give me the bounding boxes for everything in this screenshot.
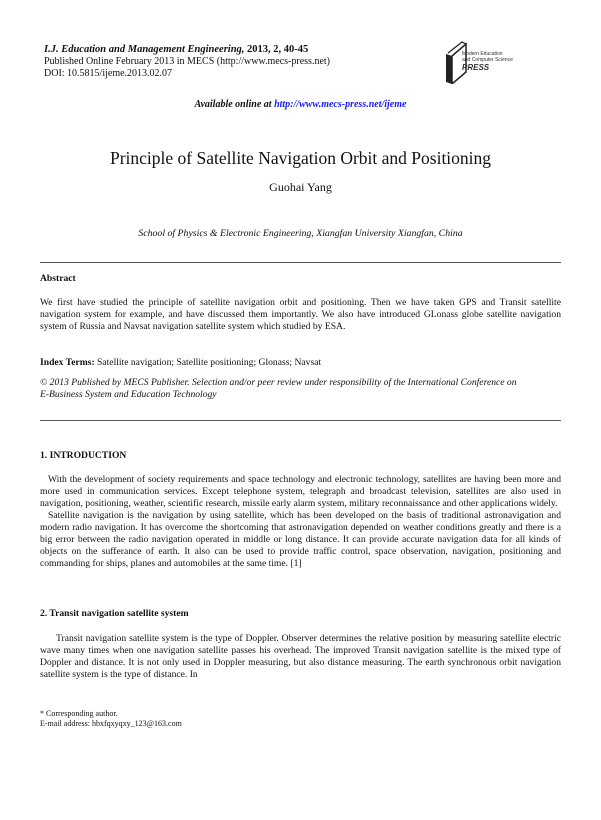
journal-name: I.J. Education and Management Engineering, (44, 44, 245, 55)
paragraph: With the development of society requirements and space technology and electronic technology, satellites are having been more and more used in communication services. Except telephone system, telegraph and broadcast television, satellites are also used in navigation, positioning, weather, scientific research, missile early alarm system, military reconnaissance and other applications widely. (40, 474, 561, 509)
published-line: Published Online February 2013 in MECS (http://www.mecs-press.net) (44, 56, 330, 67)
footnote-email: E-mail address: hbxfqxyqxy_123@163.com (40, 719, 182, 728)
footnote-corresponding: * Corresponding author. (40, 709, 118, 718)
abstract-text: We first have studied the principle of satellite navigation orbit and positioning. Then we have taken GPS and Transit satellite navigation system for example, and have discussed them importantly. We also have introduced GLonass globe satellite navigation system of Russia and Navsat navigation satellite system which studied by ESA. (40, 297, 561, 332)
paragraph: Satellite navigation is the navigation by using satellite, which has been developed on the basis of traditional astronavigation and modern radio navigation. It has overcome the shortcoming that astronavigation depended on weather conditions greatly and there is a big error between the radio navigation operated in middle or long distance. It can provide accurate navigation data for all kinds of objects on the sufferance of earth. It also can be used to provide traffic control, space observation, navigation, positioning and commanding for ships, planes and automobiles at the same time. [1] (40, 510, 561, 569)
logo-line-2: and Computer Science (462, 56, 513, 63)
author: Guohai Yang (269, 180, 332, 194)
index-terms-text: Satellite navigation; Satellite positioning; Glonass; Navsat (97, 357, 322, 368)
journal-volume: 2013, 2, 40-45 (247, 44, 309, 55)
copyright: © 2013 Published by MECS Publisher. Selection and/or peer review under responsibility of the International Conference on E-Business System and Education Technology (40, 377, 517, 400)
logo-line-1: Modern Education (462, 51, 503, 57)
section-heading-transit: 2. Transit navigation satellite system (40, 608, 189, 619)
journal-link[interactable]: http://www.mecs-press.net/ijeme (274, 99, 407, 110)
publisher-logo (442, 40, 532, 84)
section-introduction-body (40, 474, 561, 570)
index-terms (40, 357, 561, 369)
section-transit-body (40, 633, 561, 681)
doi: DOI: 10.5815/ijeme.2013.02.07 (44, 68, 173, 79)
journal-header (44, 44, 330, 80)
available-label: Available online at (194, 99, 272, 110)
affiliation: School of Physics & Electronic Engineering, Xiangfan University Xiangfan, China (138, 228, 463, 239)
available-online (0, 99, 601, 111)
top-rule (40, 262, 561, 263)
section-heading-introduction: 1. INTRODUCTION (40, 450, 127, 461)
paragraph: Transit navigation satellite system is the type of Doppler. Observer determines the relative position by measuring satellite electric wave many times when one navigation satellite passes his overhead. The improved Transit navigation satellite is the mixed type of Doppler and distance. It is not only used in Doppler measuring, but also distance measuring. The earth synchronous orbit navigation satellite system is the type of distance. In (40, 633, 561, 680)
paper-title: Principle of Satellite Navigation Orbit and Positioning (109, 148, 492, 168)
logo-line-3: PRESS (462, 63, 490, 72)
footnote (40, 709, 182, 729)
bottom-rule (40, 420, 561, 421)
index-terms-label: Index Terms: (40, 357, 95, 368)
abstract-heading: Abstract (40, 273, 76, 284)
